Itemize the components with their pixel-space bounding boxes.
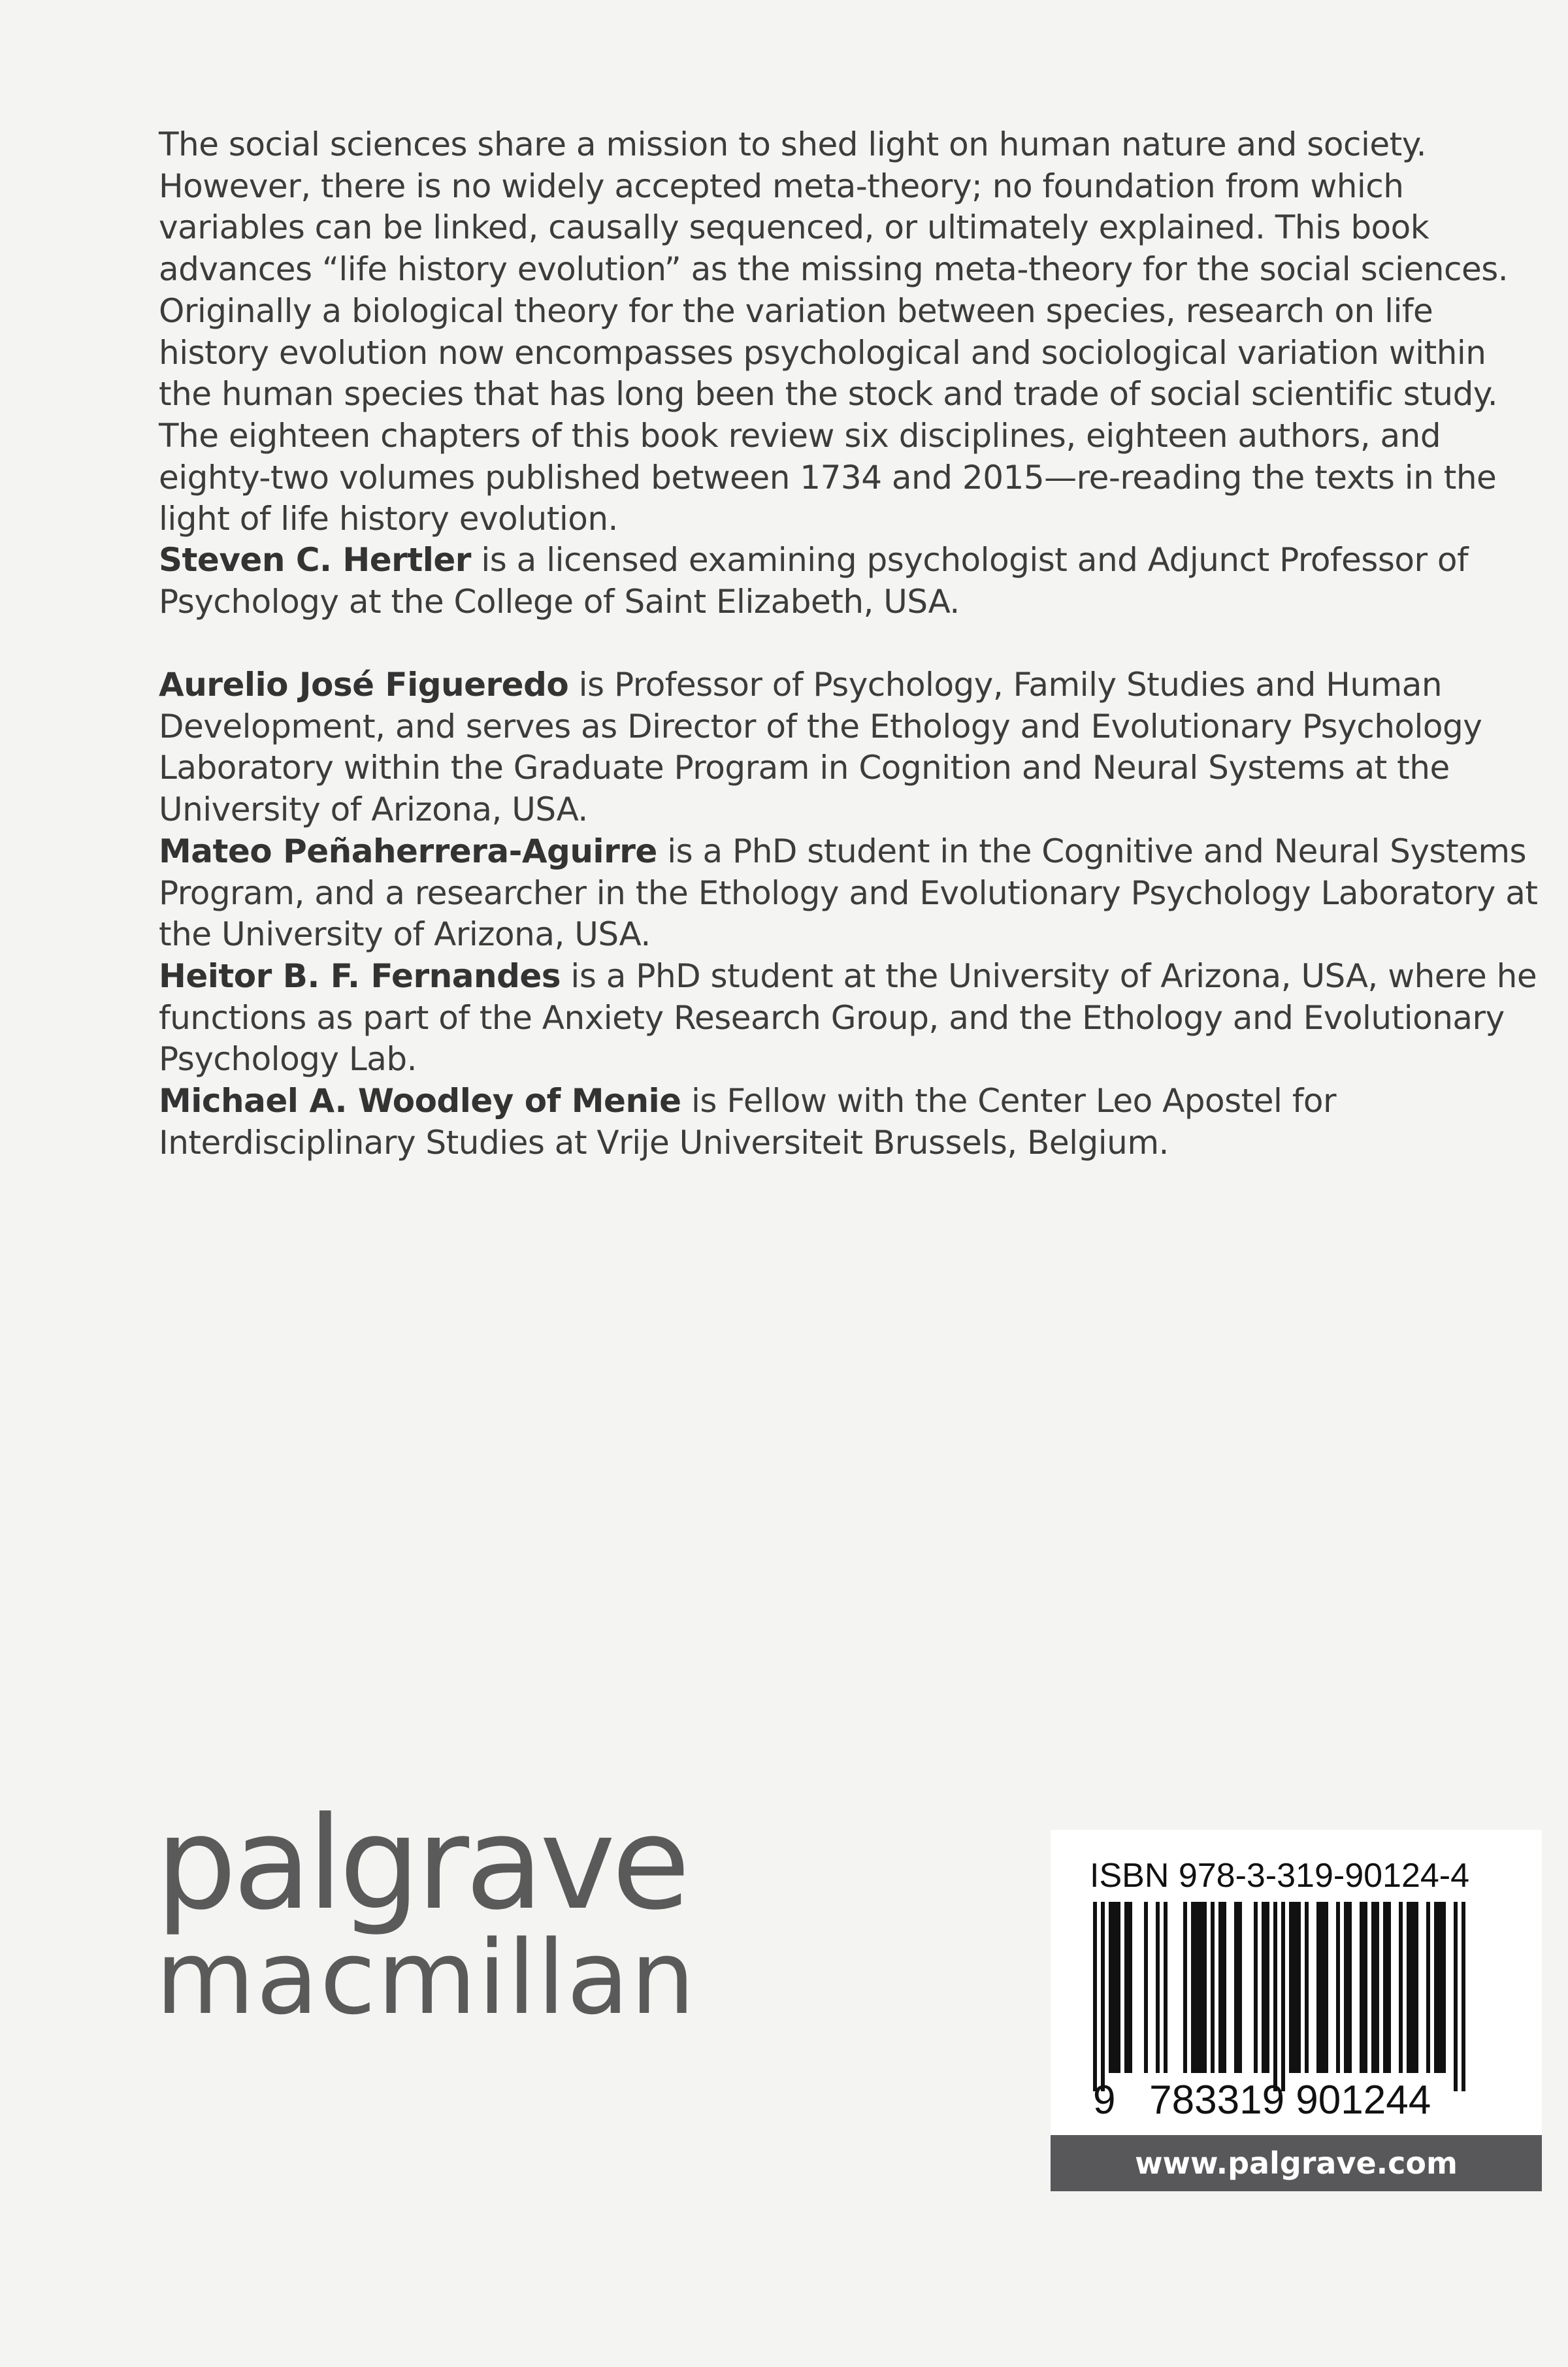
author-bio-text: is Fellow with the Center Leo Apostel for Interdisciplinary Studies at Vrije Universiteit Brussels, Belgium. bbox=[159, 1082, 1337, 1162]
barcode-bar bbox=[1375, 1902, 1379, 2073]
publisher-logo bbox=[155, 1789, 696, 2037]
author-bio-4 bbox=[159, 956, 1544, 1081]
barcode-bar bbox=[1293, 1902, 1297, 2073]
barcode-bar bbox=[1222, 1902, 1226, 2073]
barcode-bar bbox=[1183, 1902, 1187, 2073]
website-link[interactable]: www.palgrave.com bbox=[1051, 2135, 1542, 2191]
author-name: Aurelio José Figueredo bbox=[159, 666, 569, 704]
author-bio-text: is a PhD student at the University of Arizona, USA, where he functions as part of the Anxiety Research Group, and the Ethology and Evolutionary Psychology Lab. bbox=[159, 957, 1537, 1079]
barcode-bar bbox=[1273, 1902, 1277, 2091]
barcode-bar bbox=[1316, 1902, 1320, 2073]
author-bio-text: is Professor of Psychology, Family Studies and Human Development, and serves as Director of the Ethology and Evolutionary Psychology Laboratory within the Graduate Program in Cognition and Neural Systems at the University of Arizona, USA. bbox=[159, 666, 1482, 829]
barcode-bar bbox=[1144, 1902, 1148, 2073]
book-description: The social sciences share a mission to shed light on human nature and society. However, there is no widely accepted meta-theory; no foundation from which variables can be linked, causally sequenced, or ultimately explained. This book advances “life history evolution” as the missing meta-theory for the social sciences. Originally a biological theory for the variation between species, research on life history evolution now encompasses psychological and sociological variation within the human species that has long been the stock and trade of social scientific study. The eighteen chapters of this book review six disciplines, eighteen authors, and eighty-two volumes published between 1734 and 2015—re-reading the texts in the light of life history evolution. bbox=[159, 125, 1509, 538]
barcode-bar bbox=[1442, 1902, 1446, 2073]
barcode-bar bbox=[1305, 1902, 1309, 2073]
barcode-bar bbox=[1364, 1902, 1367, 2073]
barcode-bar bbox=[1434, 1902, 1438, 2073]
barcode-bar bbox=[1281, 1902, 1285, 2091]
barcode-bar bbox=[1454, 1902, 1458, 2091]
barcode-bar bbox=[1462, 1902, 1465, 2091]
barcode-bar bbox=[1101, 1902, 1105, 2091]
author-name: Heitor B. F. Fernandes bbox=[159, 957, 561, 995]
barcode-bar bbox=[1297, 1902, 1301, 2073]
author-bio-2 bbox=[159, 664, 1544, 831]
barcode-bar bbox=[1109, 1902, 1113, 2073]
barcode-bar bbox=[1324, 1902, 1328, 2073]
barcode-bar bbox=[1238, 1902, 1242, 2073]
barcode-bar bbox=[1195, 1902, 1199, 2073]
barcode-bar bbox=[1093, 1902, 1097, 2091]
author-bio-5 bbox=[159, 1081, 1544, 1164]
barcode-panel bbox=[1051, 1830, 1542, 2191]
barcode-bar bbox=[1426, 1902, 1430, 2073]
barcode-bar bbox=[1407, 1902, 1411, 2073]
isbn-label: ISBN 978-3-319-90124-4 bbox=[1090, 1857, 1470, 1895]
barcode-bar bbox=[1320, 1902, 1324, 2073]
barcode-bar bbox=[1124, 1902, 1128, 2073]
author-bio-text: is a PhD student in the Cognitive and Neural Systems Program, and a researcher in the Ethology and Evolutionary Psychology Laboratory at the University of Arizona, USA. bbox=[159, 832, 1538, 954]
barcode-digits-left: 783319 bbox=[1149, 2078, 1285, 2123]
barcode-bar bbox=[1336, 1902, 1340, 2073]
barcode-bar bbox=[1191, 1902, 1195, 2073]
barcode-digits-right: 901244 bbox=[1296, 2078, 1431, 2123]
barcode-bar bbox=[1344, 1902, 1348, 2073]
barcode-bar bbox=[1411, 1902, 1414, 2073]
barcode-bar bbox=[1399, 1902, 1403, 2073]
barcode-bar bbox=[1348, 1902, 1352, 2073]
barcode-bar bbox=[1289, 1902, 1293, 2073]
barcode-bar bbox=[1254, 1902, 1258, 2073]
barcode-bar bbox=[1211, 1902, 1215, 2073]
barcode-bar bbox=[1438, 1902, 1442, 2073]
author-bio-3 bbox=[159, 831, 1544, 956]
barcode-bar bbox=[1371, 1902, 1375, 2073]
barcode-digit-first: 9 bbox=[1093, 2078, 1116, 2123]
barcode-bar bbox=[1262, 1902, 1266, 2073]
barcode-bar bbox=[1414, 1902, 1418, 2073]
barcode-icon bbox=[1086, 1902, 1505, 2098]
barcode-bar bbox=[1383, 1902, 1387, 2073]
barcode-bar bbox=[1266, 1902, 1269, 2073]
barcode-bar bbox=[1156, 1902, 1160, 2073]
barcode-bar bbox=[1164, 1902, 1168, 2073]
logo-line-macmillan: macmillan bbox=[155, 1918, 696, 2037]
barcode-bar bbox=[1234, 1902, 1238, 2073]
barcode-bar bbox=[1387, 1902, 1391, 2073]
author-name: Steven C. Hertler bbox=[159, 541, 471, 579]
author-name: Michael A. Woodley of Menie bbox=[159, 1082, 681, 1120]
author-name: Mateo Peñaherrera-Aguirre bbox=[159, 832, 657, 870]
barcode-bar bbox=[1113, 1902, 1117, 2073]
author-bio-text: is a licensed examining psychologist and Adjunct Professor of Psychology at the College of Saint Elizabeth, USA. bbox=[159, 541, 1469, 621]
barcode-bar bbox=[1117, 1902, 1120, 2073]
barcode-bar bbox=[1199, 1902, 1203, 2073]
author-bio-1 bbox=[159, 540, 1544, 623]
barcode-bar bbox=[1203, 1902, 1207, 2073]
barcode-bar bbox=[1218, 1902, 1222, 2073]
logo-line-palgrave: palgrave bbox=[155, 1789, 687, 1938]
barcode-digits bbox=[1093, 2077, 1431, 2123]
barcode-bar bbox=[1360, 1902, 1364, 2073]
barcode-bar bbox=[1128, 1902, 1132, 2073]
